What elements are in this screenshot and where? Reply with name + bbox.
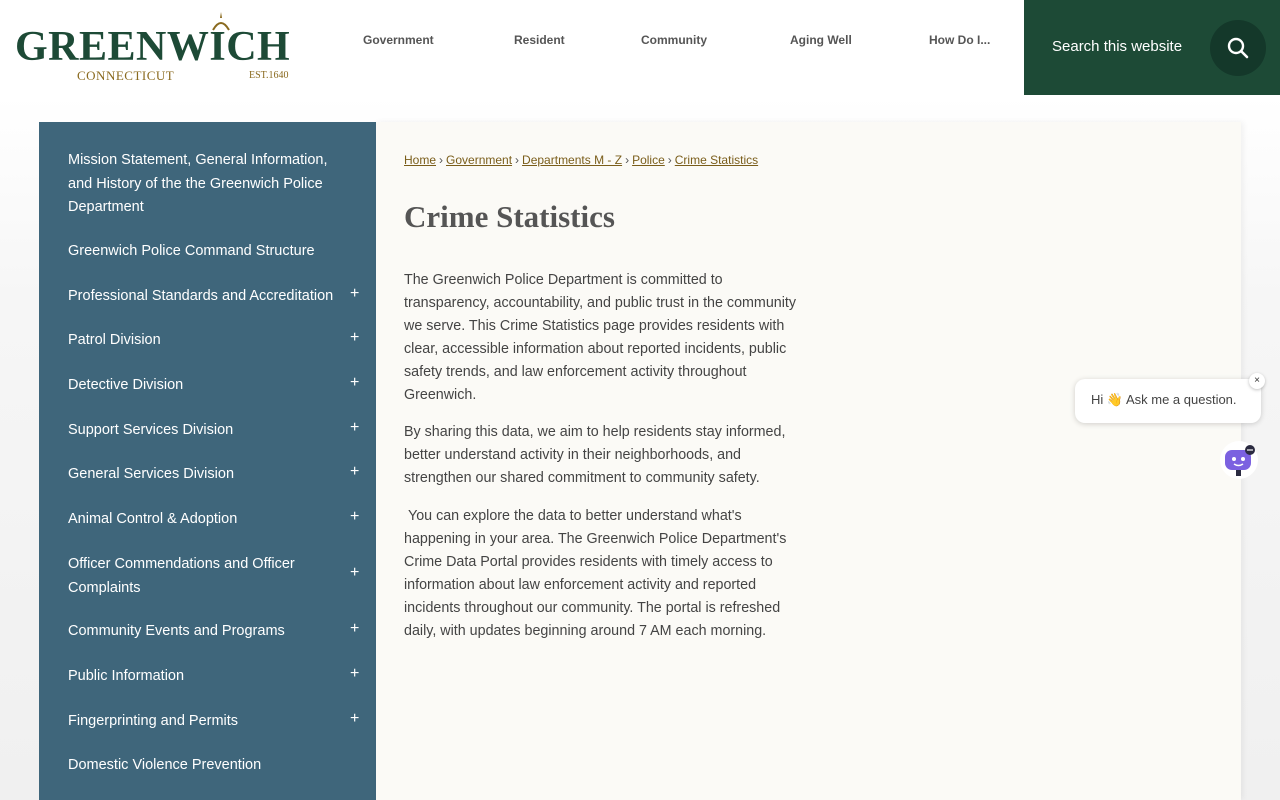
chatbot-launcher[interactable]: [1219, 440, 1259, 480]
main-content: [376, 122, 1241, 800]
chat-greeting-text: Hi 👋 Ask me a question.: [1091, 392, 1237, 407]
expand-plus-icon[interactable]: +: [350, 665, 360, 682]
expand-plus-icon[interactable]: +: [350, 329, 360, 346]
greenwich-logo[interactable]: [15, 12, 297, 84]
sidebar-item-mission-statement[interactable]: Mission Statement, General Information, and History of the the Greenwich Police Department: [68, 152, 328, 215]
expand-plus-icon[interactable]: +: [350, 710, 360, 727]
search-button[interactable]: [1210, 20, 1266, 76]
intro-paragraph: The Greenwich Police Department is committed to transparency, accountability, and public trust in the community we serve. This Crime Statistics page provides residents with clear, accessible information about reported incidents, public safety trends, and law enforcement activity throughout Greenwich.: [404, 272, 797, 403]
expand-plus-icon[interactable]: +: [350, 285, 360, 302]
breadcrumb-departments[interactable]: Departments M - Z: [522, 153, 623, 167]
breadcrumb-crime-statistics[interactable]: Crime Statistics: [674, 153, 759, 167]
search-icon: [1226, 36, 1250, 60]
expand-plus-icon[interactable]: +: [350, 508, 360, 525]
close-icon[interactable]: ×: [1249, 373, 1265, 389]
breadcrumb-separator: ›: [625, 153, 630, 167]
breadcrumb-home[interactable]: Home: [404, 153, 437, 167]
sidebar-item-community-events[interactable]: Community Events and Programs: [68, 623, 285, 639]
breadcrumb: [404, 153, 758, 167]
logo-wordmark: GREENWICH: [15, 24, 291, 70]
sidebar-item-support-services[interactable]: Support Services Division: [68, 422, 234, 438]
page-title: Crime Statistics: [404, 199, 615, 234]
expand-plus-icon[interactable]: +: [350, 374, 360, 391]
nav-how-do-i[interactable]: How Do I...: [929, 33, 991, 47]
chat-greeting-bubble[interactable]: [1075, 379, 1261, 423]
site-header: [0, 0, 1280, 95]
sidebar-item-animal-control[interactable]: Animal Control & Adoption: [68, 511, 238, 527]
sidebar-item-command-structure[interactable]: Greenwich Police Command Structure: [68, 243, 315, 259]
expand-plus-icon[interactable]: +: [350, 463, 360, 480]
chatbot-icon: [1219, 440, 1259, 480]
sidebar-item-fingerprinting[interactable]: Fingerprinting and Permits: [68, 713, 239, 729]
sharing-paragraph: By sharing this data, we aim to help residents stay informed, better understand activity in their neighborhoods, and strengthen our shared commitment to community safety.: [404, 424, 786, 486]
logo-established: EST.1640: [249, 70, 289, 81]
nav-aging-well[interactable]: Aging Well: [790, 33, 852, 47]
breadcrumb-police[interactable]: Police: [632, 153, 665, 167]
search-area: [1024, 0, 1280, 95]
sidebar-item-public-information[interactable]: Public Information: [68, 668, 185, 684]
expand-plus-icon[interactable]: +: [350, 620, 360, 637]
breadcrumb-separator: ›: [515, 153, 520, 167]
sidebar-item-general-services[interactable]: General Services Division: [68, 466, 235, 482]
town-hall-dome-icon: [201, 12, 241, 32]
nav-government[interactable]: Government: [363, 33, 434, 47]
sidebar-nav: [39, 122, 376, 800]
logo-subtitle: CONNECTICUT: [77, 68, 175, 83]
search-input[interactable]: Search this website: [1052, 38, 1183, 55]
portal-paragraph: You can explore the data to better understand what's happening in your area. The Greenwich Police Department's Crime Data Portal provides residents with timely access to information about law enforcement activity and reported incidents throughout our community. The portal is refreshed daily, with updates beginning around 7 AM each morning.: [404, 508, 791, 639]
sidebar-item-professional-standards[interactable]: Professional Standards and Accreditation: [68, 288, 334, 304]
breadcrumb-government[interactable]: Government: [446, 153, 513, 167]
sidebar-item-domestic-violence[interactable]: Domestic Violence Prevention: [68, 757, 262, 773]
nav-community[interactable]: Community: [641, 33, 707, 47]
nav-resident[interactable]: Resident: [514, 33, 565, 47]
expand-plus-icon[interactable]: +: [350, 564, 360, 581]
sidebar-item-officer-commendations[interactable]: Officer Commendations and Officer Complaints: [68, 556, 295, 596]
breadcrumb-separator: ›: [667, 153, 672, 167]
sidebar-item-detective-division[interactable]: Detective Division: [68, 377, 184, 393]
expand-plus-icon[interactable]: +: [350, 419, 360, 436]
sidebar-item-patrol-division[interactable]: Patrol Division: [68, 332, 161, 348]
breadcrumb-separator: ›: [439, 153, 444, 167]
